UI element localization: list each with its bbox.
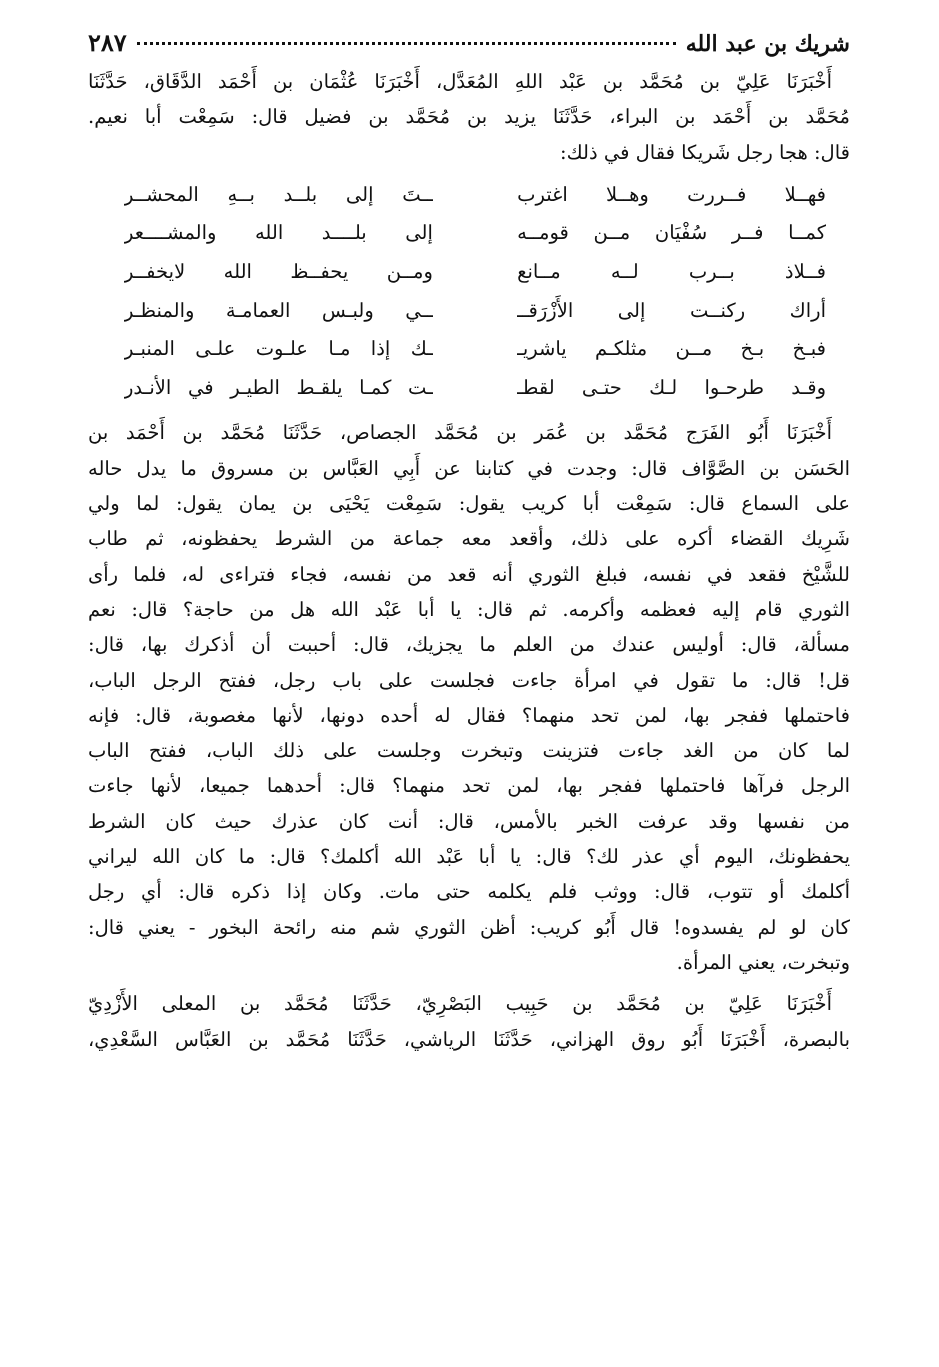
poem-verse [88, 330, 850, 369]
text-line: قل! قال: ما تقول في امرأة جاءت فجلست على باب رجل، ففتح الرجل الباب، [88, 668, 850, 692]
poem-verse [88, 292, 850, 331]
poem-verse [88, 369, 850, 408]
poem-verse [88, 214, 850, 253]
poem-verse [88, 253, 850, 292]
verse-first-half: كمــا فــر سُفْيَان مــن قومــه [517, 221, 826, 245]
page-header [88, 28, 850, 64]
verse-first-half: فهــلا فــررت وهــلا اغترب [517, 182, 826, 206]
text-line: فاحتملها ففجر بها، لمن تحد منهما؟ فقال له أحده دونها، لأنها مغصوبة، قال: فإنه [88, 703, 850, 727]
poem [88, 176, 850, 408]
text-line: مُحَمَّد بن أَحْمَد بن البراء، حَدَّثَنَا يزيد بن مُحَمَّد بن فضيل قال: سَمِعْت أبا نعيم. [88, 105, 850, 129]
paragraph-isnad-1 [88, 64, 850, 170]
verse-second-half: ــتَ إلى بلــد بــهِ المحشــر [124, 182, 433, 206]
text-line: شَرِيك القضاء أكره على ذلك، وأقعد معه جماعة من الشرط يحفظونه، ثم طاب [88, 527, 850, 551]
text-line: كان لو لم يفسدوه! قال أَبُو كريب: أظن الثوري شم منه رائحة البخور - يعني قال: [88, 915, 850, 939]
verse-first-half: أراك ركنــت إلى الأَزْرَقــ [517, 298, 826, 322]
text-line: للشَّيْخ فقعد في نفسه، فبلغ الثوري أنه قعد من نفسه، فجاء فتراءى له، فلما رأى [88, 562, 850, 586]
verse-second-half: ومــن يحفــظ الله لايخفــر [124, 260, 433, 284]
text-line: مسألة، قال: أوليس عندك من العلم ما يجزيك، قال: أحببت أن أذكرك بها، قال: [88, 633, 850, 657]
text-line: أَخْبَرَنَا عَلِيّ بن مُحَمَّد بن حَبِيب البَصْرِيّ، حَدَّثَنَا مُحَمَّد بن المعلى الأَزْدِيّ [88, 992, 832, 1016]
text-line: أَخْبَرَنَا عَلِيّ بن مُحَمَّد بن عَبْد اللهِ المُعَدَّل، أَخْبَرَنَا عُثْمَان بن أَحْمَد الدَّقَاق، حَدَّثَنَا [88, 70, 832, 93]
text-line: أكلمك أو تتوب، قال: ووثب فلم يكلمه حتى مات. وكان إذا ذكره قال: أي رجل [88, 880, 850, 904]
verse-second-half: ـك إذا مـا علـوت علـى المنبـر [124, 337, 433, 361]
verse-second-half: ــي ولبـس العمامـة والمنظـر [124, 298, 433, 322]
text-line: بالبصرة، أَخْبَرَنَا أَبُو روق الهزاني، حَدَّثَنَا الرياشي، حَدَّثَنَا مُحَمَّد بن العَبَّاس السَّعْدِي، [88, 1027, 850, 1051]
paragraph-isnad-2 [88, 986, 850, 1057]
text-line: الثوري قام إليه فعظمه وأكرمه. ثم قال: يا أبا عَبْد الله هل من حاجة؟ قال: نعم [88, 597, 850, 621]
book-page [88, 28, 850, 1057]
paragraph-narration [88, 415, 850, 980]
verse-first-half: فــلاذ بــرب لــه مــانع [517, 260, 826, 284]
verse-second-half: إلى بلــــد الله والمشــــعر [124, 221, 433, 245]
poem-verse [88, 176, 850, 215]
text-line: لما كان من الغد جاءت فتزينت وتبخرت وجلست على ذلك الباب، ففتح الباب [88, 739, 850, 763]
text-line: يحفظونك، اليوم أي عذر لك؟ قال: يا أبا عَبْد الله أكلمك؟ قال: ما كان الله ليراني [88, 845, 850, 869]
running-title: شريك بن عبد الله [685, 31, 850, 57]
text-line: وتبخرت، يعني المرأة. [676, 950, 850, 974]
verse-first-half: وقـد طرحـوا لـك حتـى لقطـ [517, 375, 826, 399]
page-number: ٢٨٧ [88, 28, 127, 57]
text-line: من نفسها وقد عرفت الخبر بالأمس، قال: أنت كان عذرك حيث كان الشرط [88, 809, 850, 833]
text-line: على السماع قال: سَمِعْت أبا كريب يقول: سَمِعْت يَحْيَى بن يمان يقول: لما ولي [88, 492, 850, 516]
text-line: الحَسَن بن الصَّوَّاف قال: وجدت في كتابنا عن أَبِي العَبَّاس بن مسروق ما يدل حاله [88, 456, 850, 480]
text-line: قال: هجا رجل شَريكا فقال في ذلك: [560, 140, 850, 164]
header-dot-leader [137, 42, 676, 45]
text-line: أَخْبَرَنَا أَبُو الفَرَج مُحَمَّد بن عُمَر بن مُحَمَّد الجصاص، حَدَّثَنَا مُحَمَّد بن أَحْمَد بن [88, 421, 832, 445]
verse-second-half: ـت كمـا يلقـط الطيـر في الأنـدر [124, 375, 433, 399]
verse-first-half: فبـخ بـخ مــن مثلكـم ياشريـ [517, 337, 826, 361]
text-line: الرجل فرآها فاحتملها ففجر بها، لمن تحد منهما؟ قال: أحدهما جميعا، لأنها جاءت [88, 774, 850, 798]
